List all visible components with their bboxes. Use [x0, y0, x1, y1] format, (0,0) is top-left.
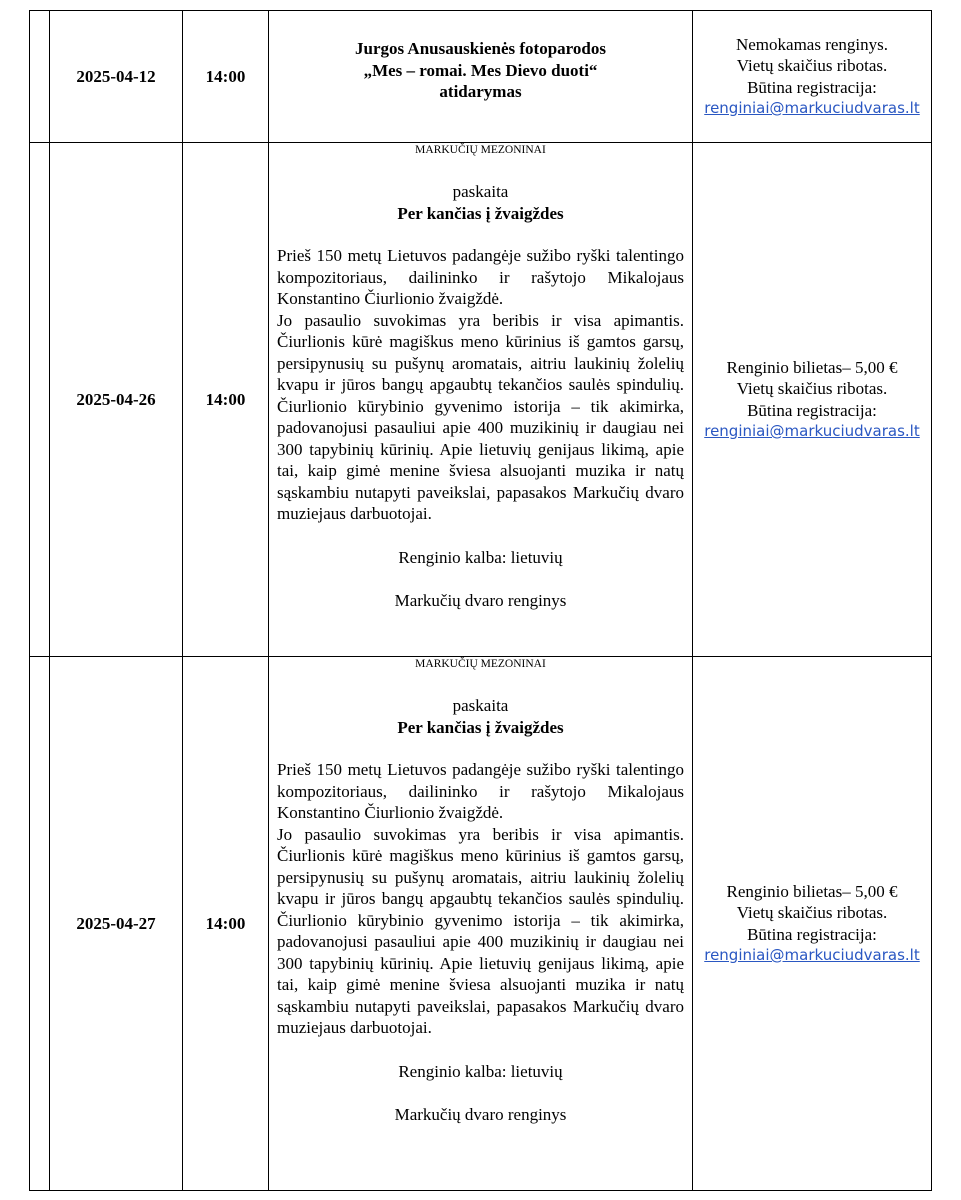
event-description-cell: [269, 143, 693, 657]
event-paragraph: Prieš 150 metų Lietuvos padangėje sužibo ryški talentingo kompozitoriaus, dailininko ir rašytojo Mikalojaus Konstantino Čiurlionio žvaigždė.: [277, 760, 684, 822]
event-date: 2025-04-27: [50, 657, 183, 1191]
event-info-cell: [693, 657, 932, 1191]
registration-info: Būtina registracija:: [747, 400, 877, 420]
row-number-cell: [30, 657, 50, 1191]
event-row: [30, 657, 932, 1191]
event-time: 14:00: [183, 11, 269, 143]
event-language: Renginio kalba: lietuvių: [398, 547, 563, 567]
event-time: 14:00: [183, 657, 269, 1191]
event-venue: MARKUČIŲ MEZONINAI: [415, 144, 546, 156]
event-info-cell: [693, 143, 932, 657]
registration-info: Būtina registracija:: [747, 924, 877, 944]
event-row: [30, 11, 932, 143]
price-info: Renginio bilietas– 5,00 €: [726, 357, 898, 377]
event-type: paskaita: [452, 696, 509, 715]
event-row: [30, 143, 932, 657]
event-organizer: Markučių dvaro renginys: [394, 591, 567, 610]
price-info: Renginio bilietas– 5,00 €: [726, 881, 898, 901]
event-body: [269, 759, 692, 1039]
event-paragraph: Jo pasaulio suvokimas yra beribis ir visa apimantis. Čiurlionis kūrė magiškus meno kūrinius iš gamtos garsų, persipynusių su pušynų aromatais, aitriu laukinių žolelių kvapu ir jūros bangų apgaubtų tekančios saulės spindulių. Čiurlionio kūrybinio gyvenimo istorija – tik akimirka, padovanojusi pasauliui apie 400 muzikinių ir daugiau nei 300 tapybinių kūrinių. Apie lietuvių genijaus likimą, apie tai, kaip gimė menine šviesa alsuojanti muzika ir natų sąskambiu nutapyti paveikslai, papasakos Markučių dvaro muziejaus darbuotojai.: [277, 824, 684, 1037]
event-description-cell: [269, 11, 693, 143]
event-name: Per kančias į žvaigždes: [397, 717, 564, 737]
event-organizer: Markučių dvaro renginys: [394, 1105, 567, 1124]
seats-info: Vietų skaičius ribotas.: [736, 903, 888, 922]
events-table: [29, 10, 932, 1191]
event-title: [269, 38, 692, 103]
event-description-cell: [269, 657, 693, 1191]
row-number-cell: [30, 11, 50, 143]
event-date: 2025-04-26: [50, 143, 183, 657]
event-name: Per kančias į žvaigždes: [397, 203, 564, 223]
price-info: Nemokamas renginys.: [735, 34, 889, 54]
event-language: Renginio kalba: lietuvių: [398, 1061, 563, 1081]
registration-info: Būtina registracija:: [747, 77, 877, 97]
seats-info: Vietų skaičius ribotas.: [736, 56, 888, 75]
event-paragraph: Prieš 150 metų Lietuvos padangėje sužibo ryški talentingo kompozitoriaus, dailininko ir rašytojo Mikalojaus Konstantino Čiurlionio žvaigždė.: [277, 246, 684, 308]
event-venue: MARKUČIŲ MEZONINAI: [415, 658, 546, 670]
event-time: 14:00: [183, 143, 269, 657]
registration-email-link[interactable]: renginiai@markuciudvaras.lt: [704, 99, 920, 117]
event-info-cell: [693, 11, 932, 143]
event-date: 2025-04-12: [50, 11, 183, 143]
registration-email-link[interactable]: renginiai@markuciudvaras.lt: [704, 422, 920, 440]
event-type: paskaita: [452, 182, 509, 201]
event-title-line: Jurgos Anusauskienės fotoparodos: [355, 39, 606, 59]
event-body: [269, 245, 692, 525]
event-paragraph: Jo pasaulio suvokimas yra beribis ir visa apimantis. Čiurlionis kūrė magiškus meno kūrinius iš gamtos garsų, persipynusių su pušynų aromatais, aitriu laukinių žolelių kvapu ir jūros bangų apgaubtų tekančios saulės spindulių. Čiurlionio kūrybinio gyvenimo istorija – tik akimirka, padovanojusi pasauliui apie 400 muzikinių ir daugiau nei 300 tapybinių kūrinių. Apie lietuvių genijaus likimą, apie tai, kaip gimė menine šviesa alsuojanti muzika ir natų sąskambiu nutapyti paveikslai, papasakos Markučių dvaro muziejaus darbuotojai.: [277, 310, 684, 523]
event-title-line: atidarymas: [439, 82, 522, 102]
row-number-cell: [30, 143, 50, 657]
event-title-line: „Mes – romai. Mes Dievo duoti“: [363, 60, 598, 80]
registration-email-link[interactable]: renginiai@markuciudvaras.lt: [704, 946, 920, 964]
seats-info: Vietų skaičius ribotas.: [736, 379, 888, 398]
